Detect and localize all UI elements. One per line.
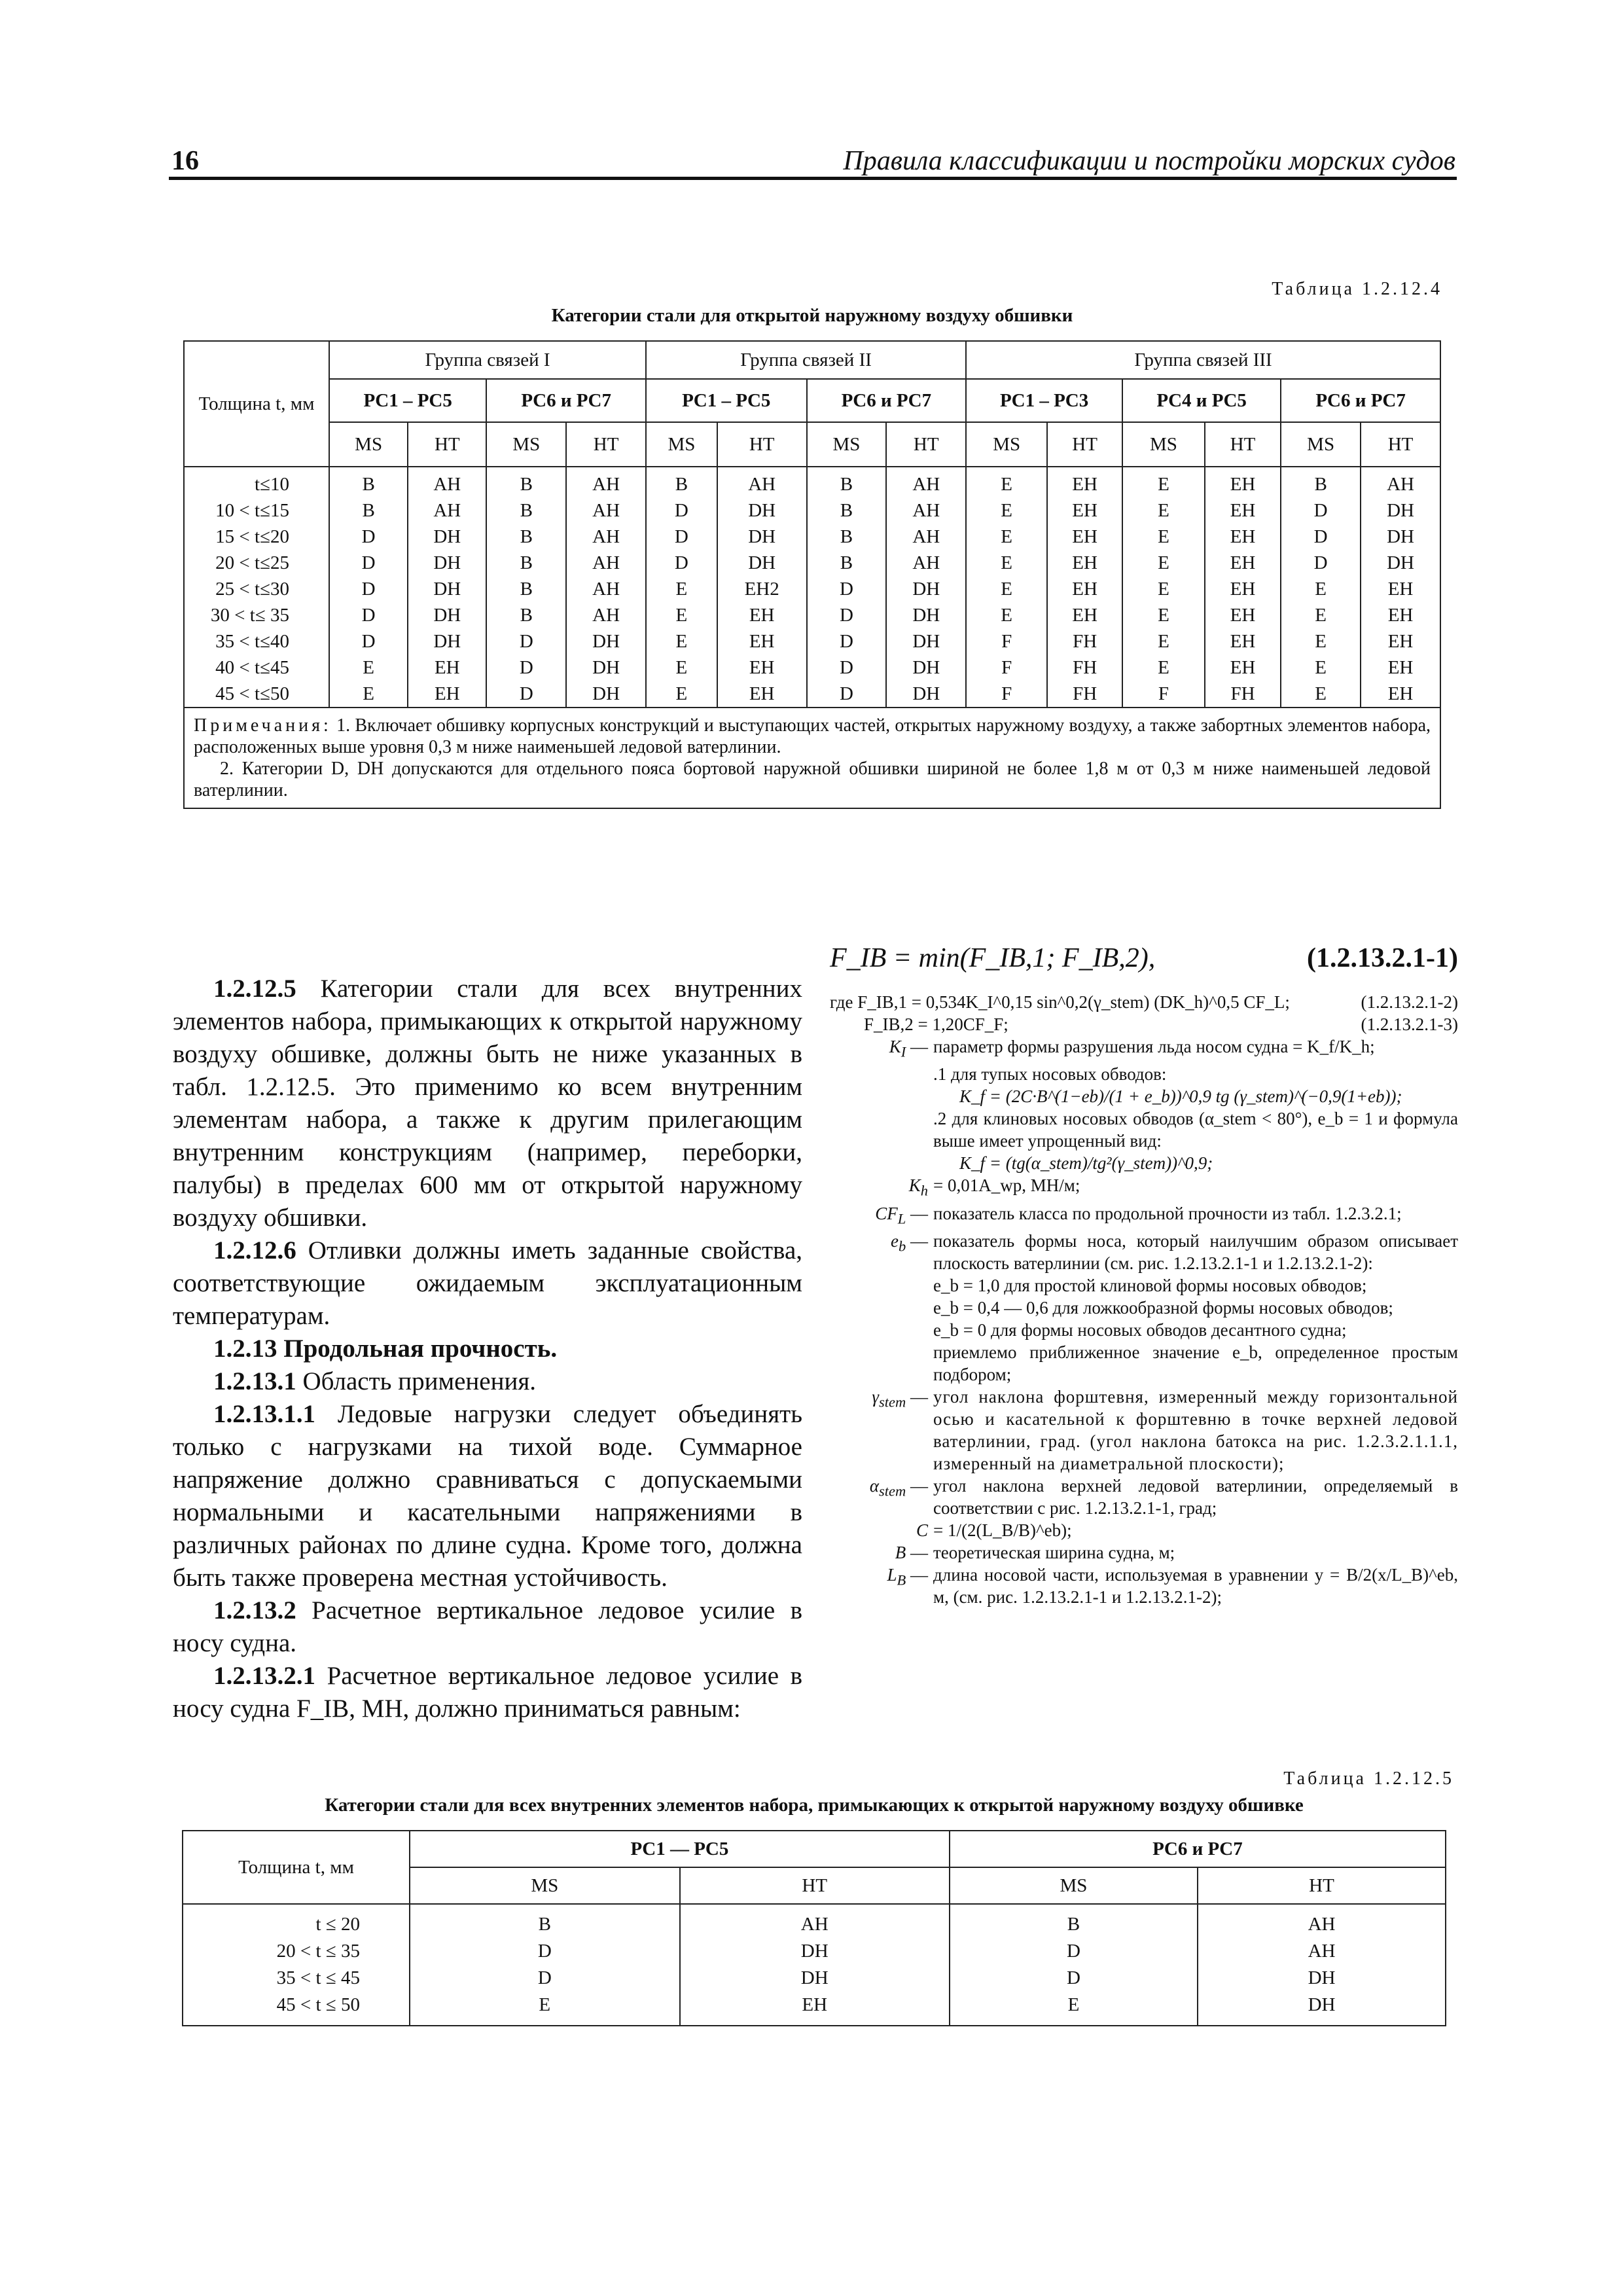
- definitions-column: где F_IB,1 = 0,534K_I^0,15 sin^0,2(γ_stem) (DK_h)^0,5 CF_L; (1.2.13.2.1-2) F_IB,2 = 1,20CF_F; (1.2.13.2.1-3) $K_I$ — параметр формы разрушения льда носом судна = K_f/K_h; .1 для тупых носовых обводов: K_f = (2C·B^(1−eb)/(1 + e_b))^0,9 tg (γ_stem)^(−0,9(1+eb)); .2 для клиновых носовых обводов (α_stem < 80°), e_b = 1 и формула выше имеет упрощенный вид: K_f = (tg(α_stem)/tg²(γ_stem))^0,9; $K_h$ = 0,01A_wp, МН/м; $CF_L$ — показатель класса по продольной прочности из табл. 1.2.3.2.1; $e_b$ — показатель формы носа, который наилучшим образом описывает плоскость ватерлинии (см. рис. 1.2.13.2.1-1 и 1.2.13.2.1-2): e_b = 1,0 для простой клиновой формы носовых обводов; e_b = 0,4 — 0,6 для ложкообразной формы носовых обводов; e_b = 0 для формы носовых обводов десантного судна; приемлемо приближенное значение e_b, определенное простым подбором; $\gamma_{stem}$ — угол наклона форштевня, измеренный между горизонтальной осью и касательной к форштевню в точке верхней ледовой ватерлинии, град. (угол наклона батокса на рис. 1.2.3.2.1.1.1, измеренный на диаметральной плоскости); $\alpha_{stem}$ — угол наклона верхней ледовой ватерлинии, определяемый в соответствии с рис. 1.2.13.2.1-1, град; C = 1/(2(L_B/B)^eb); B — теоретическая ширина судна, м; $L_B$ — длина носовой части, используемая в уравнении y = B/2(x/L_B)^eb, м, (см. рис. 1.2.13.2.1-1 и 1.2.13.2.1-2);: [830, 992, 1458, 1607]
- table-cell: DH: [1387, 526, 1414, 547]
- table-cell: EH: [1230, 579, 1256, 600]
- def-alpha: угол наклона верхней ледовой ватерлинии, определяемый в соответствии с рис. 1.2.13.2.1-1, град;: [933, 1476, 1458, 1518]
- table-cell: E: [675, 683, 688, 704]
- section-heading: Область применения.: [302, 1367, 537, 1395]
- table-cell: E: [363, 683, 374, 704]
- table1-group-1: Группа связей I: [329, 341, 646, 379]
- section-number: 1.2.13.1.1: [213, 1400, 315, 1428]
- def-eb2: e_b = 0,4 — 0,6 для ложкообразной формы носовых обводов;: [933, 1298, 1393, 1318]
- table-cell: E: [1158, 500, 1169, 521]
- table1-subheader: MS: [329, 422, 408, 467]
- table-cell: D: [839, 631, 853, 652]
- thickness-cell: 10 < t≤15: [215, 500, 289, 521]
- equation-3-number: (1.2.13.2.1-3): [1361, 1014, 1458, 1034]
- table-cell: D: [361, 552, 376, 573]
- def-case2-formula: K_f = (tg(α_stem)/tg²(γ_stem))^0,9;: [959, 1153, 1213, 1174]
- table-cell: EH: [1072, 579, 1097, 600]
- table-cell: DH: [433, 526, 461, 547]
- table-cell: EH: [1230, 605, 1256, 626]
- table-cell: B: [840, 526, 853, 547]
- table-cell: DH: [433, 579, 461, 600]
- table-cell: E: [1001, 605, 1013, 626]
- table-cell: B: [520, 500, 533, 521]
- table-cell: EH: [749, 657, 775, 678]
- table1-data-column: [566, 467, 646, 708]
- table-cell: EH: [1387, 605, 1414, 626]
- table-cell: E: [1001, 474, 1013, 495]
- table-cell: DH: [433, 552, 461, 573]
- def-CFL: показатель класса по продольной прочности из табл. 1.2.3.2.1;: [933, 1203, 1402, 1223]
- table-cell: B: [538, 1914, 551, 1935]
- section-number: 1.2.13.1: [213, 1367, 296, 1395]
- table-cell: DH: [592, 683, 620, 704]
- table-cell: B: [520, 605, 533, 626]
- table-cell: AH: [912, 500, 940, 521]
- table-cell: DH: [1308, 1967, 1336, 1988]
- table-cell: E: [1158, 579, 1169, 600]
- table-cell: AH: [912, 474, 940, 495]
- table-cell: EH: [749, 631, 775, 652]
- table-cell: AH: [592, 500, 620, 521]
- thickness-cell: 35 < t≤40: [215, 631, 289, 652]
- table-cell: D: [839, 579, 853, 600]
- section-number: 1.2.13.2.1: [213, 1662, 315, 1690]
- table-cell: B: [520, 526, 533, 547]
- table2: [182, 1830, 1446, 2026]
- table-cell: D: [1313, 526, 1328, 547]
- table-cell: B: [840, 552, 853, 573]
- section-number: 1.2.13.2: [213, 1596, 296, 1624]
- table-cell: EH: [749, 605, 775, 626]
- table2-subheader: HT: [1198, 1867, 1446, 1904]
- table-cell: B: [1067, 1914, 1080, 1935]
- table-cell: EH: [1387, 683, 1414, 704]
- table-cell: F: [1001, 657, 1012, 678]
- header-rule: [169, 177, 1457, 180]
- equation-text: F_IB = min(F_IB,1; F_IB,2),: [830, 943, 1156, 973]
- table-cell: E: [1315, 683, 1327, 704]
- def-case2: .2 для клиновых носовых обводов (α_stem < 80°), e_b = 1 и формула выше имеет упрощенный вид:: [933, 1109, 1458, 1151]
- table-cell: D: [674, 500, 688, 521]
- table-cell: E: [675, 605, 688, 626]
- table-cell: EH: [1230, 657, 1256, 678]
- table1-class: PC6 и PC7: [807, 379, 967, 422]
- table-cell: D: [519, 657, 533, 678]
- table-cell: D: [1066, 1941, 1080, 1962]
- table-cell: D: [519, 683, 533, 704]
- table-cell: DH: [1308, 1994, 1336, 2015]
- table-cell: E: [1158, 474, 1169, 495]
- def-KI: параметр формы разрушения льда носом судна = K_f/K_h;: [933, 1037, 1375, 1056]
- table-cell: EH: [1230, 500, 1256, 521]
- table-cell: AH: [1308, 1941, 1336, 1962]
- table-cell: F: [1001, 631, 1012, 652]
- running-title: Правила классификации и постройки морских судов: [843, 146, 1455, 176]
- table-cell: EH: [749, 683, 775, 704]
- table-cell: EH: [1387, 631, 1414, 652]
- table-cell: EH: [1072, 605, 1097, 626]
- table-cell: DH: [433, 605, 461, 626]
- table1-data-column: [717, 467, 807, 708]
- table-cell: FH: [1230, 683, 1255, 704]
- table-cell: B: [520, 552, 533, 573]
- table-cell: EH: [434, 657, 460, 678]
- table-cell: E: [1067, 1994, 1080, 2015]
- equation-2-number: (1.2.13.2.1-2): [1361, 992, 1458, 1012]
- table-cell: E: [1315, 657, 1327, 678]
- main-equation: [830, 942, 1458, 974]
- thickness-cell: 20 < t≤25: [215, 552, 289, 573]
- table1-subheader: HT: [408, 422, 486, 467]
- table-cell: E: [675, 579, 688, 600]
- table-cell: E: [1001, 500, 1013, 521]
- table-cell: D: [674, 552, 688, 573]
- table1-subheader: MS: [807, 422, 887, 467]
- def-case1-formula: K_f = (2C·B^(1−eb)/(1 + e_b))^0,9 tg (γ_stem)^(−0,9(1+eb));: [959, 1086, 1402, 1107]
- table-cell: E: [1001, 526, 1013, 547]
- table-cell: DH: [800, 1967, 829, 1988]
- table-cell: E: [1315, 579, 1327, 600]
- def-eb4: приемлемо приближенное значение e_b, определенное простым подбором;: [933, 1342, 1458, 1385]
- table-cell: EH: [802, 1994, 828, 2015]
- table-cell: D: [361, 579, 376, 600]
- table2-class: PC1 — PC5: [410, 1831, 950, 1867]
- table-cell: E: [1315, 631, 1327, 652]
- table2-thickness-column: [183, 1904, 410, 2026]
- table-cell: E: [1158, 526, 1169, 547]
- equation-2: где F_IB,1 = 0,534K_I^0,15 sin^0,2(γ_stem) (DK_h)^0,5 CF_L;: [830, 992, 1290, 1012]
- table2-data-column: [410, 1904, 680, 2026]
- note-2: 2. Категории D, DH допускаются для отдельного пояса бортовой наружной обшивки шириной не более 1,8 м от 0,3 м ниже наименьшей ледовой ватерлинии.: [194, 759, 1431, 800]
- table-cell: D: [361, 526, 376, 547]
- table1-class: PC1 – PC5: [329, 379, 486, 422]
- table2-subheader: MS: [410, 1867, 680, 1904]
- table1-subheader: HT: [1205, 422, 1281, 467]
- table1-data-column: [486, 467, 566, 708]
- table-cell: DH: [433, 631, 461, 652]
- table-cell: AH: [912, 526, 940, 547]
- table1-subheader: MS: [1281, 422, 1361, 467]
- thickness-cell: 20 < t ≤ 35: [276, 1941, 360, 1962]
- table1-thickness-header: Толщина t, мм: [184, 341, 329, 467]
- table-cell: B: [1314, 474, 1327, 495]
- left-text-column: [173, 973, 802, 1725]
- table1-subheader: HT: [886, 422, 966, 467]
- def-Kh: = 0,01A_wp, МН/м;: [933, 1175, 1080, 1196]
- table-cell: E: [1315, 605, 1327, 626]
- table2-class: PC6 и PC7: [950, 1831, 1446, 1867]
- paragraph: Категории стали для всех внутренних элементов набора, примыкающих к открытой наружному воздуху обшивке, должны быть не ниже указанных в табл. 1.2.12.5. Это применимо ко всем внутренним элементам набора, а также к другим прилегающим внутренним конструкциям (например, переборки, палубы) в пределах 600 мм от открытой наружному воздуху обшивки.: [173, 975, 803, 1232]
- equation-number: (1.2.13.2.1-1): [1307, 943, 1458, 973]
- table1-subheader: HT: [1361, 422, 1440, 467]
- table-cell: B: [362, 500, 375, 521]
- def-eb1: e_b = 1,0 для простой клиновой формы носовых обводов;: [933, 1276, 1367, 1296]
- table-cell: D: [361, 631, 376, 652]
- thickness-cell: t ≤ 20: [315, 1914, 360, 1935]
- table-cell: EH: [1230, 526, 1256, 547]
- table2-data-column: [680, 1904, 950, 2026]
- table-cell: EH: [1230, 631, 1256, 652]
- table-cell: D: [537, 1941, 552, 1962]
- table1-caption: Таблица 1.2.12.4: [1272, 279, 1442, 299]
- table1-subheader: MS: [486, 422, 566, 467]
- table-cell: AH: [592, 526, 620, 547]
- note-1: 1. Включает обшивку корпусных конструкций и выступающих частей, открытых наружному воздуху, а также забортных элементов набора, расположенных выше уровня 0,3 м ниже наименьшей ледовой ватерлинии.: [194, 715, 1431, 757]
- thickness-cell: 30 < t≤ 35: [210, 605, 289, 626]
- table-cell: DH: [912, 631, 940, 652]
- table-cell: DH: [592, 657, 620, 678]
- table1-data-column: [329, 467, 408, 708]
- def-C: = 1/(2(L_B/B)^eb);: [933, 1520, 1072, 1541]
- table-cell: B: [840, 474, 853, 495]
- thickness-cell: 40 < t≤45: [215, 657, 289, 678]
- table1-data-column: [1361, 467, 1440, 708]
- table-cell: EH: [1387, 579, 1414, 600]
- paragraph: Ледовые нагрузки следует объединять только с нагрузками на тихой воде. Суммарное напряжение должно сравниваться с допускаемыми нормальными и касательными напряжениями в различных районах по длине судна. Кроме того, должна быть также проверена местная устойчивость.: [173, 1400, 803, 1592]
- table-cell: DH: [748, 526, 776, 547]
- section-number: 1.2.13: [213, 1335, 277, 1363]
- table-cell: DH: [912, 605, 940, 626]
- table-cell: AH: [592, 579, 620, 600]
- table-cell: FH: [1073, 657, 1097, 678]
- table1-data-column: [886, 467, 966, 708]
- table2-subheader: HT: [680, 1867, 950, 1904]
- table-cell: B: [520, 579, 533, 600]
- table-cell: E: [1158, 657, 1169, 678]
- def-case1: .1 для тупых носовых обводов:: [933, 1064, 1167, 1085]
- section-number: 1.2.12.6: [213, 1236, 296, 1265]
- table1-data-column: [1122, 467, 1205, 708]
- table-cell: D: [839, 657, 853, 678]
- table-cell: E: [1158, 552, 1169, 573]
- table-cell: AH: [592, 474, 620, 495]
- def-gamma: угол наклона форштевня, измеренный между горизонтальной осью и касательной к форштевню в точке верхней ледовой ватерлинии, град. (угол наклона батокса на рис. 1.2.3.2.1.1.1, измеренный на диаметральной плоскости);: [933, 1387, 1458, 1474]
- table2-subheader: MS: [950, 1867, 1198, 1904]
- table-cell: E: [675, 657, 688, 678]
- table2-data-column: [950, 1904, 1198, 2026]
- equation-3: F_IB,2 = 1,20CF_F;: [864, 1014, 1008, 1034]
- notes-label: Примечания:: [194, 715, 332, 736]
- table-cell: AH: [1308, 1914, 1336, 1935]
- table1-notes: [184, 708, 1440, 808]
- table1-group-3: Группа связей III: [966, 341, 1440, 379]
- table-cell: B: [840, 500, 853, 521]
- table1-subheader: HT: [566, 422, 646, 467]
- table-cell: DH: [748, 500, 776, 521]
- table2-data-column: [1198, 1904, 1446, 2026]
- table1-class: PC6 и PC7: [1281, 379, 1440, 422]
- table-cell: AH: [433, 500, 461, 521]
- table1-subheader: MS: [646, 422, 717, 467]
- table-cell: F: [1158, 683, 1169, 704]
- table-cell: D: [537, 1967, 552, 1988]
- section-heading: Продольная прочность.: [283, 1335, 558, 1363]
- def-LB: длина носовой части, используемая в уравнении y = B/2(x/L_B)^eb, м, (см. рис. 1.2.13.2.1-1 и 1.2.13.2.1-2);: [933, 1565, 1458, 1607]
- table1-subheader: HT: [1047, 422, 1122, 467]
- table1-data-column: [1281, 467, 1361, 708]
- table-cell: D: [361, 605, 376, 626]
- table-cell: EH: [1230, 552, 1256, 573]
- table-cell: DH: [592, 631, 620, 652]
- section-number: 1.2.12.5: [213, 975, 296, 1003]
- table-cell: DH: [912, 579, 940, 600]
- table-cell: EH: [1387, 657, 1414, 678]
- table-cell: AH: [800, 1914, 829, 1935]
- table-cell: DH: [1387, 552, 1414, 573]
- table-cell: D: [674, 526, 688, 547]
- table-cell: EH2: [744, 579, 779, 600]
- table2-caption: Таблица 1.2.12.5: [1283, 1768, 1454, 1789]
- table-cell: E: [1001, 579, 1013, 600]
- table1-group-2: Группа связей II: [646, 341, 966, 379]
- table-cell: EH: [1072, 526, 1097, 547]
- paragraph: Расчетное вертикальное ледовое усилие в носу судна.: [173, 1596, 802, 1657]
- thickness-cell: 25 < t≤30: [215, 579, 289, 600]
- table-cell: E: [675, 631, 688, 652]
- table1-class: PC1 – PC5: [646, 379, 807, 422]
- table-cell: DH: [912, 657, 940, 678]
- table2-thickness-header: Толщина t, мм: [183, 1831, 410, 1904]
- table1-subheader: MS: [966, 422, 1047, 467]
- table-cell: F: [1001, 683, 1012, 704]
- table1-subheader: MS: [1122, 422, 1205, 467]
- table-cell: E: [539, 1994, 551, 2015]
- table-cell: FH: [1073, 683, 1097, 704]
- table-cell: AH: [912, 552, 940, 573]
- table-cell: E: [1001, 552, 1013, 573]
- table-cell: E: [1158, 605, 1169, 626]
- table-cell: AH: [433, 474, 461, 495]
- table2-title: Категории стали для всех внутренних элементов набора, примыкающих к открытой наружному воздуху обшивке: [325, 1795, 1304, 1816]
- table-cell: EH: [1072, 474, 1097, 495]
- table-cell: B: [675, 474, 688, 495]
- table1-data-column: [646, 467, 717, 708]
- thickness-cell: t≤10: [255, 474, 289, 495]
- table-cell: EH: [1230, 474, 1256, 495]
- table-cell: D: [519, 631, 533, 652]
- table-cell: EH: [1072, 500, 1097, 521]
- table1-title: Категории стали для открытой наружному воздуху обшивки: [551, 305, 1073, 326]
- table1-data-column: [1205, 467, 1281, 708]
- page-number: 16: [171, 146, 199, 176]
- table-cell: D: [1313, 552, 1328, 573]
- table-cell: AH: [1387, 474, 1414, 495]
- table-cell: D: [839, 683, 853, 704]
- table-cell: AH: [592, 605, 620, 626]
- table1-class: PC6 и PC7: [486, 379, 646, 422]
- paragraph: Расчетное вертикальное ледовое усилие в носу судна F_IB, МН, должно приниматься равным:: [173, 1662, 803, 1723]
- thickness-cell: 45 < t≤50: [215, 683, 289, 704]
- table1-subheader: HT: [717, 422, 807, 467]
- table-cell: DH: [912, 683, 940, 704]
- thickness-cell: 35 < t ≤ 45: [276, 1967, 360, 1988]
- thickness-cell: 45 < t ≤ 50: [276, 1994, 360, 2015]
- def-eb: показатель формы носа, который наилучшим образом описывает плоскость ватерлинии (см. рис. 1.2.13.2.1-1 и 1.2.13.2.1-2):: [933, 1231, 1458, 1274]
- table-cell: D: [839, 605, 853, 626]
- table-cell: B: [520, 474, 533, 495]
- table-cell: B: [362, 474, 375, 495]
- table-cell: E: [363, 657, 374, 678]
- table-cell: FH: [1073, 631, 1097, 652]
- def-B: теоретическая ширина судна, м;: [933, 1543, 1175, 1563]
- paragraph: Отливки должны иметь заданные свойства, соответствующие ожидаемым эксплуатационным температурам.: [173, 1236, 803, 1330]
- table-cell: D: [1066, 1967, 1080, 1988]
- def-eb3: e_b = 0 для формы носовых обводов десантного судна;: [933, 1320, 1347, 1340]
- table1-data-column: [1047, 467, 1122, 708]
- table1-class: PC4 и PC5: [1122, 379, 1281, 422]
- table-cell: EH: [1072, 552, 1097, 573]
- table1-data-column: [807, 467, 887, 708]
- table-cell: E: [1158, 631, 1169, 652]
- table-cell: EH: [434, 683, 460, 704]
- table1-data-column: [966, 467, 1047, 708]
- table-cell: D: [1313, 500, 1328, 521]
- table1: [183, 340, 1441, 809]
- table-cell: DH: [1387, 500, 1414, 521]
- table1-data-column: [408, 467, 486, 708]
- thickness-cell: 15 < t≤20: [215, 526, 289, 547]
- table-cell: AH: [592, 552, 620, 573]
- table1-class: PC1 – PC3: [966, 379, 1122, 422]
- table-cell: DH: [748, 552, 776, 573]
- table-cell: DH: [800, 1941, 829, 1962]
- table1-thickness-column: [184, 467, 329, 708]
- table-cell: AH: [748, 474, 776, 495]
